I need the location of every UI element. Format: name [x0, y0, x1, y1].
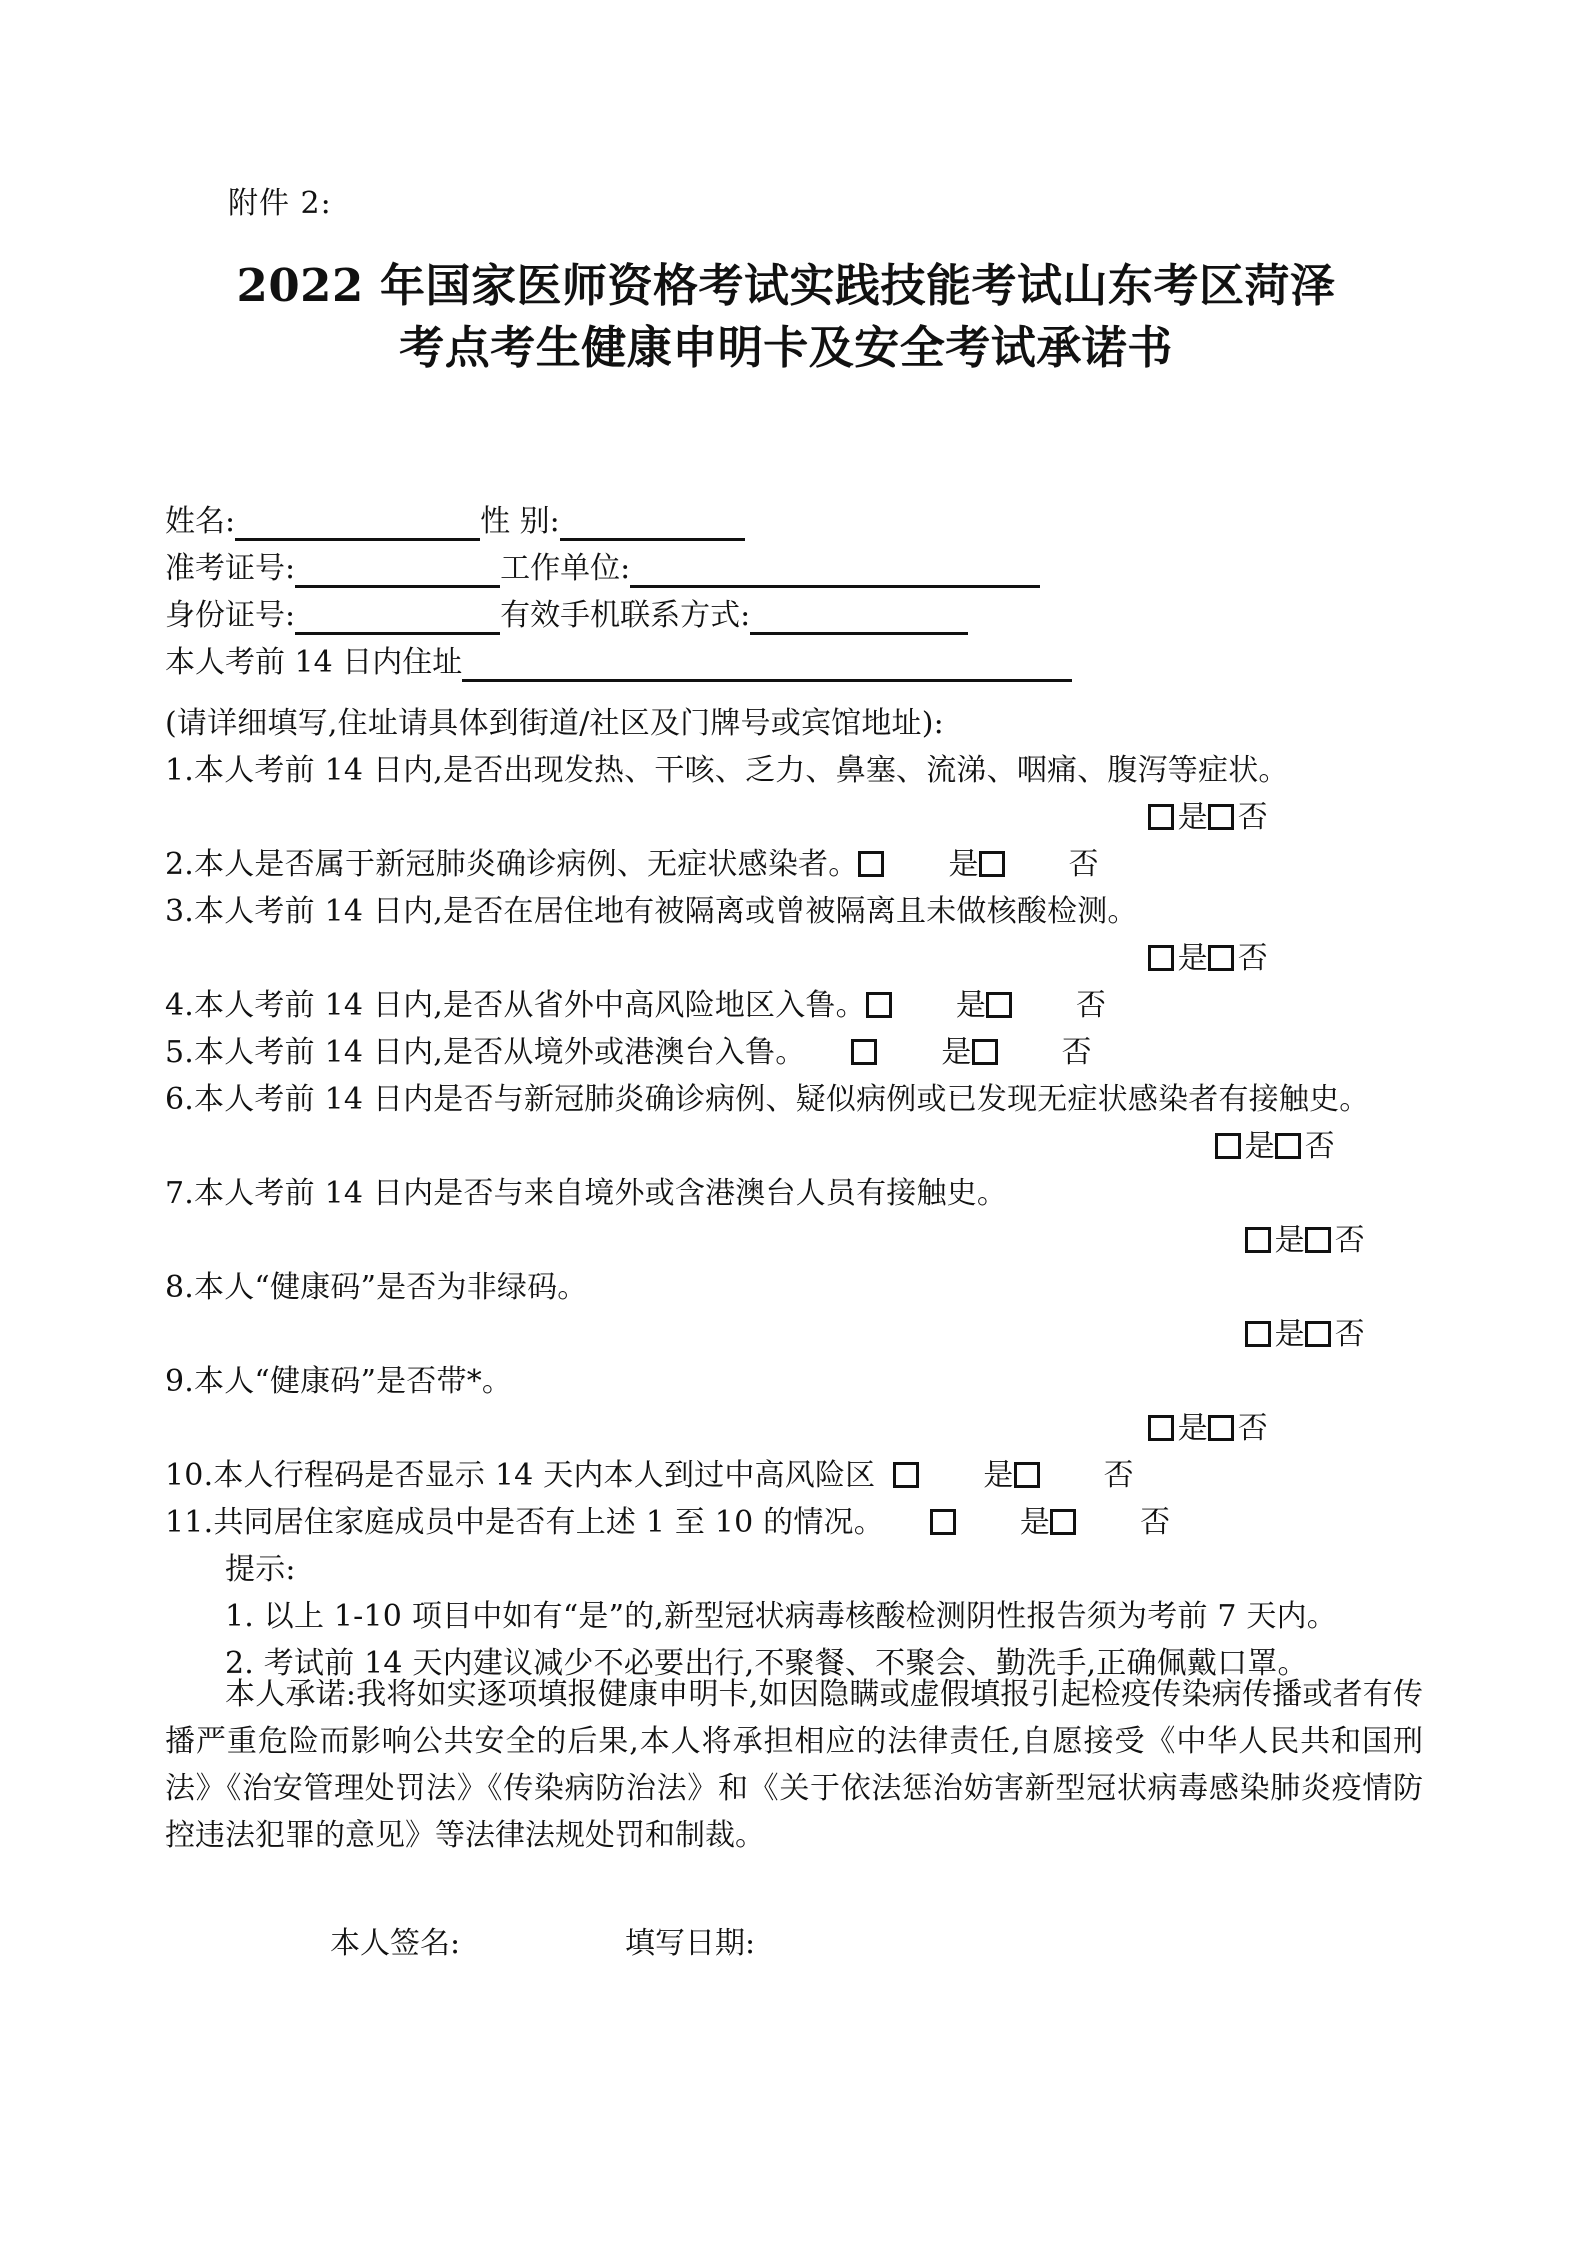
- work-unit-label: 工作单位:: [500, 551, 631, 586]
- question-5-number: 5.: [165, 1035, 195, 1070]
- question-1-number: 1.: [165, 753, 195, 788]
- id-card-number-label: 身份证号:: [165, 598, 296, 633]
- question-7-checkbox-group[interactable]: [165, 1217, 1423, 1264]
- tips-item-2: 2. 考试前 14 天内建议减少不必要出行,不聚餐、不聚会、勤洗手,正确佩戴口罩。: [225, 1646, 1308, 1681]
- question-item-6: [165, 1076, 1423, 1170]
- checkbox-yes-icon[interactable]: [1245, 1321, 1271, 1347]
- questionnaire-body: [165, 700, 1423, 1687]
- checkbox-no-icon[interactable]: [1305, 1227, 1331, 1253]
- checkbox-no-label: 否: [1103, 1458, 1134, 1493]
- checkbox-yes-icon[interactable]: [1215, 1133, 1241, 1159]
- checkbox-no-label: 否: [1061, 1035, 1092, 1070]
- question-9-checkbox-group[interactable]: [165, 1405, 1423, 1452]
- checkbox-no-label: 否: [1237, 941, 1268, 976]
- question-2-checkbox-group[interactable]: [858, 847, 1098, 882]
- field-row-ticket-unit: [165, 545, 1425, 592]
- address-14-days-input[interactable]: [462, 651, 1072, 682]
- admission-ticket-number-input[interactable]: [295, 557, 500, 588]
- gender-label: 性 别:: [480, 504, 560, 539]
- checkbox-no-icon[interactable]: [979, 851, 1005, 877]
- question-1-text: 本人考前 14 日内,是否出现发热、干咳、乏力、鼻塞、流涕、咽痛、腹泻等症状。: [194, 753, 1289, 788]
- checkbox-no-icon[interactable]: [1305, 1321, 1331, 1347]
- name-input[interactable]: [235, 510, 480, 541]
- checkbox-no-icon[interactable]: [1014, 1462, 1040, 1488]
- question-11-number: 11.: [165, 1505, 214, 1540]
- question-item-2: [165, 841, 1423, 888]
- checkbox-yes-icon[interactable]: [893, 1462, 919, 1488]
- page-title: 2022 年国家医师资格考试实践技能考试山东考区菏泽考点考生健康申明卡及安全考试承诺书: [236, 259, 1336, 374]
- signature-date-label: 填写日期:: [625, 1926, 756, 1961]
- checkbox-yes-icon[interactable]: [1148, 804, 1174, 830]
- question-10-number: 10.: [165, 1458, 214, 1493]
- question-5-checkbox-group[interactable]: [851, 1035, 1091, 1070]
- question-3-text: 本人考前 14 日内,是否在居住地有被隔离或曾被隔离且未做核酸检测。: [194, 894, 1138, 929]
- checkbox-yes-label: 是: [1177, 1411, 1208, 1446]
- checkbox-yes-icon[interactable]: [866, 992, 892, 1018]
- checkbox-no-icon[interactable]: [1050, 1509, 1076, 1535]
- question-item-10: [165, 1452, 1423, 1499]
- field-row-name-gender: [165, 498, 1425, 545]
- gender-input[interactable]: [560, 510, 745, 541]
- checkbox-no-label: 否: [1237, 1411, 1268, 1446]
- checkbox-yes-label: 是: [983, 1458, 1014, 1493]
- question-6-text: 本人考前 14 日内是否与新冠肺炎确诊病例、疑似病例或已发现无症状感染者有接触史。: [194, 1082, 1370, 1117]
- checkbox-no-label: 否: [1076, 988, 1107, 1023]
- question-10-text: 本人行程码是否显示 14 天内本人到过中高风险区: [213, 1458, 876, 1493]
- checkbox-no-label: 否: [1304, 1129, 1335, 1164]
- promise-paragraph: 本人承诺:我将如实逐项填报健康申明卡,如因隐瞒或虚假填报引起检疫传染病传播或者有传播严重危险而影响公共安全的后果,本人将承担相应的法律责任,自愿接受《中华人民共和国刑法》《治安管理处罚法》《传染病防治法》和《关于依法惩治妨害新型冠状病毒感染肺炎疫情防控违法犯罪的意见》等法律法规处罚和制裁。: [165, 1677, 1423, 1853]
- question-6-number: 6.: [165, 1082, 195, 1117]
- checkbox-yes-icon[interactable]: [858, 851, 884, 877]
- question-8-checkbox-group[interactable]: [165, 1311, 1423, 1358]
- question-5-text: 本人考前 14 日内,是否从境外或港澳台入鲁。: [194, 1035, 806, 1070]
- question-item-8: [165, 1264, 1423, 1358]
- question-item-9: [165, 1358, 1423, 1452]
- checkbox-yes-icon[interactable]: [1148, 1415, 1174, 1441]
- name-label: 姓名:: [165, 504, 236, 539]
- checkbox-no-label: 否: [1140, 1505, 1171, 1540]
- checkbox-no-label: 否: [1237, 800, 1268, 835]
- checkbox-no-icon[interactable]: [1208, 945, 1234, 971]
- checkbox-no-icon[interactable]: [1208, 804, 1234, 830]
- question-item-5: [165, 1029, 1423, 1076]
- id-card-number-input[interactable]: [295, 604, 500, 635]
- checkbox-yes-icon[interactable]: [930, 1509, 956, 1535]
- checkbox-no-icon[interactable]: [972, 1039, 998, 1065]
- question-4-checkbox-group[interactable]: [866, 988, 1106, 1023]
- work-unit-input[interactable]: [630, 557, 1040, 588]
- checkbox-yes-label: 是: [948, 847, 979, 882]
- checkbox-yes-icon[interactable]: [851, 1039, 877, 1065]
- mobile-phone-label: 有效手机联系方式:: [500, 598, 751, 633]
- question-item-3: [165, 888, 1423, 982]
- checkbox-yes-label: 是: [1274, 1223, 1305, 1258]
- question-1-checkbox-group[interactable]: [165, 794, 1423, 841]
- question-8-number: 8.: [165, 1270, 195, 1305]
- question-11-checkbox-group[interactable]: [930, 1505, 1170, 1540]
- checkbox-no-label: 否: [1068, 847, 1099, 882]
- checkbox-yes-label: 是: [1274, 1317, 1305, 1352]
- form-fields: [165, 498, 1425, 686]
- question-11-text: 共同居住家庭成员中是否有上述 1 至 10 的情况。: [213, 1505, 884, 1540]
- question-9-number: 9.: [165, 1364, 195, 1399]
- checkbox-no-icon[interactable]: [1208, 1415, 1234, 1441]
- address-14-days-label: 本人考前 14 日内住址: [165, 645, 463, 680]
- address-note: (请详细填写,住址请具体到街道/社区及门牌号或宾馆地址):: [165, 706, 944, 741]
- question-2-number: 2.: [165, 847, 195, 882]
- question-item-7: [165, 1170, 1423, 1264]
- attachment-label: 附件 2:: [228, 186, 332, 221]
- tips-item-1: 1. 以上 1-10 项目中如有“是”的,新型冠状病毒核酸检测阴性报告须为考前 7 天内。: [225, 1599, 1337, 1634]
- checkbox-yes-icon[interactable]: [1245, 1227, 1271, 1253]
- checkbox-no-icon[interactable]: [1275, 1133, 1301, 1159]
- checkbox-yes-icon[interactable]: [1148, 945, 1174, 971]
- question-6-checkbox-group[interactable]: [165, 1123, 1423, 1170]
- checkbox-yes-label: 是: [1177, 941, 1208, 976]
- question-3-number: 3.: [165, 894, 195, 929]
- question-3-checkbox-group[interactable]: [165, 935, 1423, 982]
- question-2-text: 本人是否属于新冠肺炎确诊病例、无症状感染者。: [194, 847, 859, 882]
- signature-name-label: 本人签名:: [330, 1926, 461, 1961]
- checkbox-no-label: 否: [1334, 1317, 1365, 1352]
- question-item-11: [165, 1499, 1423, 1546]
- question-item-1: [165, 747, 1423, 841]
- field-row-address: [165, 639, 1425, 686]
- checkbox-no-icon[interactable]: [986, 992, 1012, 1018]
- question-7-number: 7.: [165, 1176, 195, 1211]
- question-item-4: [165, 982, 1423, 1029]
- checkbox-no-label: 否: [1334, 1223, 1365, 1258]
- question-10-checkbox-group[interactable]: [893, 1458, 1133, 1493]
- checkbox-yes-label: 是: [1019, 1505, 1051, 1540]
- checkbox-yes-label: 是: [1244, 1129, 1275, 1164]
- question-9-text: 本人“健康码”是否带*。: [194, 1364, 513, 1399]
- mobile-phone-input[interactable]: [750, 604, 968, 635]
- question-4-number: 4.: [165, 988, 195, 1023]
- checkbox-yes-label: 是: [955, 988, 987, 1023]
- question-4-text: 本人考前 14 日内,是否从省外中高风险地区入鲁。: [194, 988, 866, 1023]
- question-8-text: 本人“健康码”是否为非绿码。: [194, 1270, 588, 1305]
- checkbox-yes-label: 是: [1177, 800, 1208, 835]
- checkbox-yes-label: 是: [941, 1035, 972, 1070]
- tips-heading: 提示:: [225, 1552, 296, 1587]
- field-row-id-phone: [165, 592, 1425, 639]
- admission-ticket-number-label: 准考证号:: [165, 551, 296, 586]
- question-7-text: 本人考前 14 日内是否与来自境外或含港澳台人员有接触史。: [194, 1176, 1008, 1211]
